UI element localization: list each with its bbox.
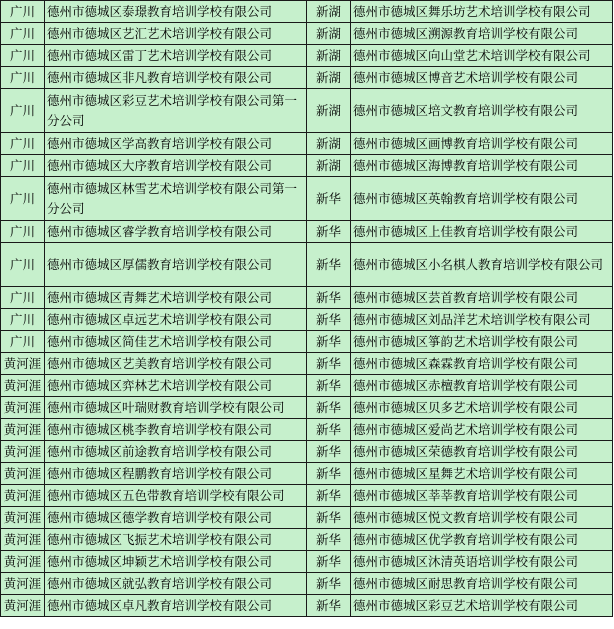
area-cell-left: 黄河涯: [1, 441, 45, 463]
organization-cell-right: 德州市德城区彩豆艺术培训学校有限公司: [351, 595, 613, 617]
table-row: [1, 243, 613, 287]
area-cell-left: 黄河涯: [1, 419, 45, 441]
organization-cell-right: 德州市德城区刘品洋艺术培训学校有限公司: [351, 309, 613, 331]
area-cell-right: 新华: [307, 243, 351, 287]
organization-cell-right: 德州市德城区爱尚艺术培训学校有限公司: [351, 419, 613, 441]
table-row: [1, 1, 613, 23]
organization-cell-left: 德州市德城区雷丁艺术培训学校有限公司: [45, 45, 307, 67]
table-row: [1, 419, 613, 441]
area-cell-right: 新华: [307, 441, 351, 463]
organization-cell-right: 德州市德城区博音艺术培训学校有限公司: [351, 67, 613, 89]
area-cell-right: 新湖: [307, 133, 351, 155]
organization-cell-right: 德州市德城区莘莘教育培训学校有限公司: [351, 485, 613, 507]
area-cell-left: 广川: [1, 177, 45, 221]
area-cell-left: 广川: [1, 309, 45, 331]
organization-cell-left: 德州市德城区就弘教育培训学校有限公司: [45, 573, 307, 595]
area-cell-left: 广川: [1, 133, 45, 155]
organization-cell-right: 德州市德城区海博教育培训学校有限公司: [351, 155, 613, 177]
table-row: [1, 23, 613, 45]
organization-cell-left: 德州市德城区青舞艺术培训学校有限公司: [45, 287, 307, 309]
table-row: [1, 177, 613, 221]
organization-cell-left: 德州市德城区非凡教育培训学校有限公司: [45, 67, 307, 89]
organization-cell-right: 德州市德城区培文教育培训学校有限公司: [351, 89, 613, 133]
area-cell-right: 新华: [307, 573, 351, 595]
area-cell-left: 黄河涯: [1, 375, 45, 397]
organization-cell-left: 德州市德城区坤颖艺术培训学校有限公司: [45, 551, 307, 573]
area-cell-right: 新湖: [307, 67, 351, 89]
area-cell-left: 黄河涯: [1, 551, 45, 573]
organization-cell-right: 德州市德城区芸首教育培训学校有限公司: [351, 287, 613, 309]
organization-cell-left: 德州市德城区厚儒教育培训学校有限公司: [45, 243, 307, 287]
table-row: [1, 287, 613, 309]
organization-cell-right: 德州市德城区画博教育培训学校有限公司: [351, 133, 613, 155]
organization-cell-left: 德州市德城区桃李教育培训学校有限公司: [45, 419, 307, 441]
area-cell-right: 新华: [307, 595, 351, 617]
table-row: [1, 375, 613, 397]
organization-cell-left: 德州市德城区大序教育培训学校有限公司: [45, 155, 307, 177]
area-cell-right: 新华: [307, 177, 351, 221]
organization-cell-left: 德州市德城区弈林艺术培训学校有限公司: [45, 375, 307, 397]
organization-cell-left: 德州市德城区前途教育培训学校有限公司: [45, 441, 307, 463]
organization-cell-right: 德州市德城区向山堂艺术培训学校有限公司: [351, 45, 613, 67]
organization-cell-right: 德州市德城区小名棋人教育培训学校有限公司: [351, 243, 613, 287]
area-cell-left: 黄河涯: [1, 353, 45, 375]
organization-cell-right: 德州市德城区英翰教育培训学校有限公司: [351, 177, 613, 221]
area-cell-right: 新华: [307, 397, 351, 419]
area-cell-left: 黄河涯: [1, 573, 45, 595]
area-cell-left: 广川: [1, 331, 45, 353]
organization-cell-left: 德州市德城区睿学教育培训学校有限公司: [45, 221, 307, 243]
table-row: [1, 529, 613, 551]
organization-cell-left: 德州市德城区泰璟教育培训学校有限公司: [45, 1, 307, 23]
area-cell-right: 新华: [307, 551, 351, 573]
organization-cell-left: 德州市德城区叶瑞财教育培训学校有限公司: [45, 397, 307, 419]
table-row: [1, 551, 613, 573]
area-cell-left: 广川: [1, 155, 45, 177]
table-row: [1, 507, 613, 529]
area-cell-right: 新湖: [307, 1, 351, 23]
area-cell-right: 新湖: [307, 45, 351, 67]
organization-cell-right: 德州市德城区悦文教育培训学校有限公司: [351, 507, 613, 529]
table-body: [1, 1, 613, 617]
table-row: [1, 45, 613, 67]
table-row: [1, 595, 613, 617]
organization-cell-left: 德州市德城区学高教育培训学校有限公司: [45, 133, 307, 155]
area-cell-left: 广川: [1, 1, 45, 23]
organization-cell-right: 德州市德城区优学教育培训学校有限公司: [351, 529, 613, 551]
table-row: [1, 221, 613, 243]
area-cell-right: 新湖: [307, 155, 351, 177]
organization-cell-left: 德州市德城区简佳艺术培训学校有限公司: [45, 331, 307, 353]
organization-cell-left: 德州市德城区彩豆艺术培训学校有限公司第一分公司: [45, 89, 307, 133]
area-cell-left: 黄河涯: [1, 595, 45, 617]
organization-cell-right: 德州市德城区森霖教育培训学校有限公司: [351, 353, 613, 375]
area-cell-right: 新华: [307, 331, 351, 353]
organization-cell-right: 德州市德城区荣德教育培训学校有限公司: [351, 441, 613, 463]
table-row: [1, 441, 613, 463]
organization-cell-right: 德州市德城区耐思教育培训学校有限公司: [351, 573, 613, 595]
table-row: [1, 331, 613, 353]
area-cell-left: 广川: [1, 23, 45, 45]
table-row: [1, 133, 613, 155]
area-cell-left: 黄河涯: [1, 463, 45, 485]
area-cell-left: 广川: [1, 89, 45, 133]
area-cell-right: 新华: [307, 463, 351, 485]
area-cell-right: 新华: [307, 529, 351, 551]
organization-cell-left: 德州市德城区艺美教育培训学校有限公司: [45, 353, 307, 375]
area-cell-left: 广川: [1, 287, 45, 309]
organization-cell-left: 德州市德城区五色带教育培训学校有限公司: [45, 485, 307, 507]
organization-cell-right: 德州市德城区上佳教育培训学校有限公司: [351, 221, 613, 243]
table-row: [1, 89, 613, 133]
area-cell-right: 新华: [307, 375, 351, 397]
area-cell-left: 广川: [1, 67, 45, 89]
area-cell-left: 黄河涯: [1, 507, 45, 529]
organization-cell-right: 德州市德城区赤檀教育培训学校有限公司: [351, 375, 613, 397]
table-row: [1, 67, 613, 89]
area-cell-left: 广川: [1, 45, 45, 67]
organization-cell-right: 德州市德城区沐清英语培训学校有限公司: [351, 551, 613, 573]
organization-cell-left: 德州市德城区卓远艺术培训学校有限公司: [45, 309, 307, 331]
organization-cell-left: 德州市德城区程鹏教育培训学校有限公司: [45, 463, 307, 485]
organization-cell-left: 德州市德城区卓凡教育培训学校有限公司: [45, 595, 307, 617]
organization-cell-right: 德州市德城区星舞艺术培训学校有限公司: [351, 463, 613, 485]
table-row: [1, 485, 613, 507]
organization-cell-right: 德州市德城区箏韵艺术培训学校有限公司: [351, 331, 613, 353]
area-cell-right: 新湖: [307, 89, 351, 133]
area-cell-left: 黄河涯: [1, 485, 45, 507]
area-cell-right: 新华: [307, 353, 351, 375]
organization-cell-right: 德州市德城区贝多艺术培训学校有限公司: [351, 397, 613, 419]
table-row: [1, 309, 613, 331]
area-cell-right: 新华: [307, 221, 351, 243]
organization-cell-left: 德州市德城区艺汇艺术培训学校有限公司: [45, 23, 307, 45]
area-cell-left: 广川: [1, 243, 45, 287]
table-row: [1, 573, 613, 595]
table-row: [1, 397, 613, 419]
table-row: [1, 155, 613, 177]
organization-cell-right: 德州市德城区溯源教育培训学校有限公司: [351, 23, 613, 45]
organization-cell-left: 德州市德城区德学教育培训学校有限公司: [45, 507, 307, 529]
area-cell-right: 新华: [307, 507, 351, 529]
area-cell-left: 黄河涯: [1, 397, 45, 419]
area-cell-left: 黄河涯: [1, 529, 45, 551]
area-cell-left: 广川: [1, 221, 45, 243]
table-row: [1, 463, 613, 485]
area-cell-right: 新华: [307, 309, 351, 331]
area-cell-right: 新华: [307, 419, 351, 441]
area-cell-right: 新华: [307, 287, 351, 309]
organization-cell-left: 德州市德城区飞振艺术培训学校有限公司: [45, 529, 307, 551]
organization-cell-right: 德州市德城区舞乐坊艺术培训学校有限公司: [351, 1, 613, 23]
area-cell-right: 新湖: [307, 23, 351, 45]
table-row: [1, 353, 613, 375]
organization-cell-left: 德州市德城区林雪艺术培训学校有限公司第一分公司: [45, 177, 307, 221]
area-cell-right: 新华: [307, 485, 351, 507]
